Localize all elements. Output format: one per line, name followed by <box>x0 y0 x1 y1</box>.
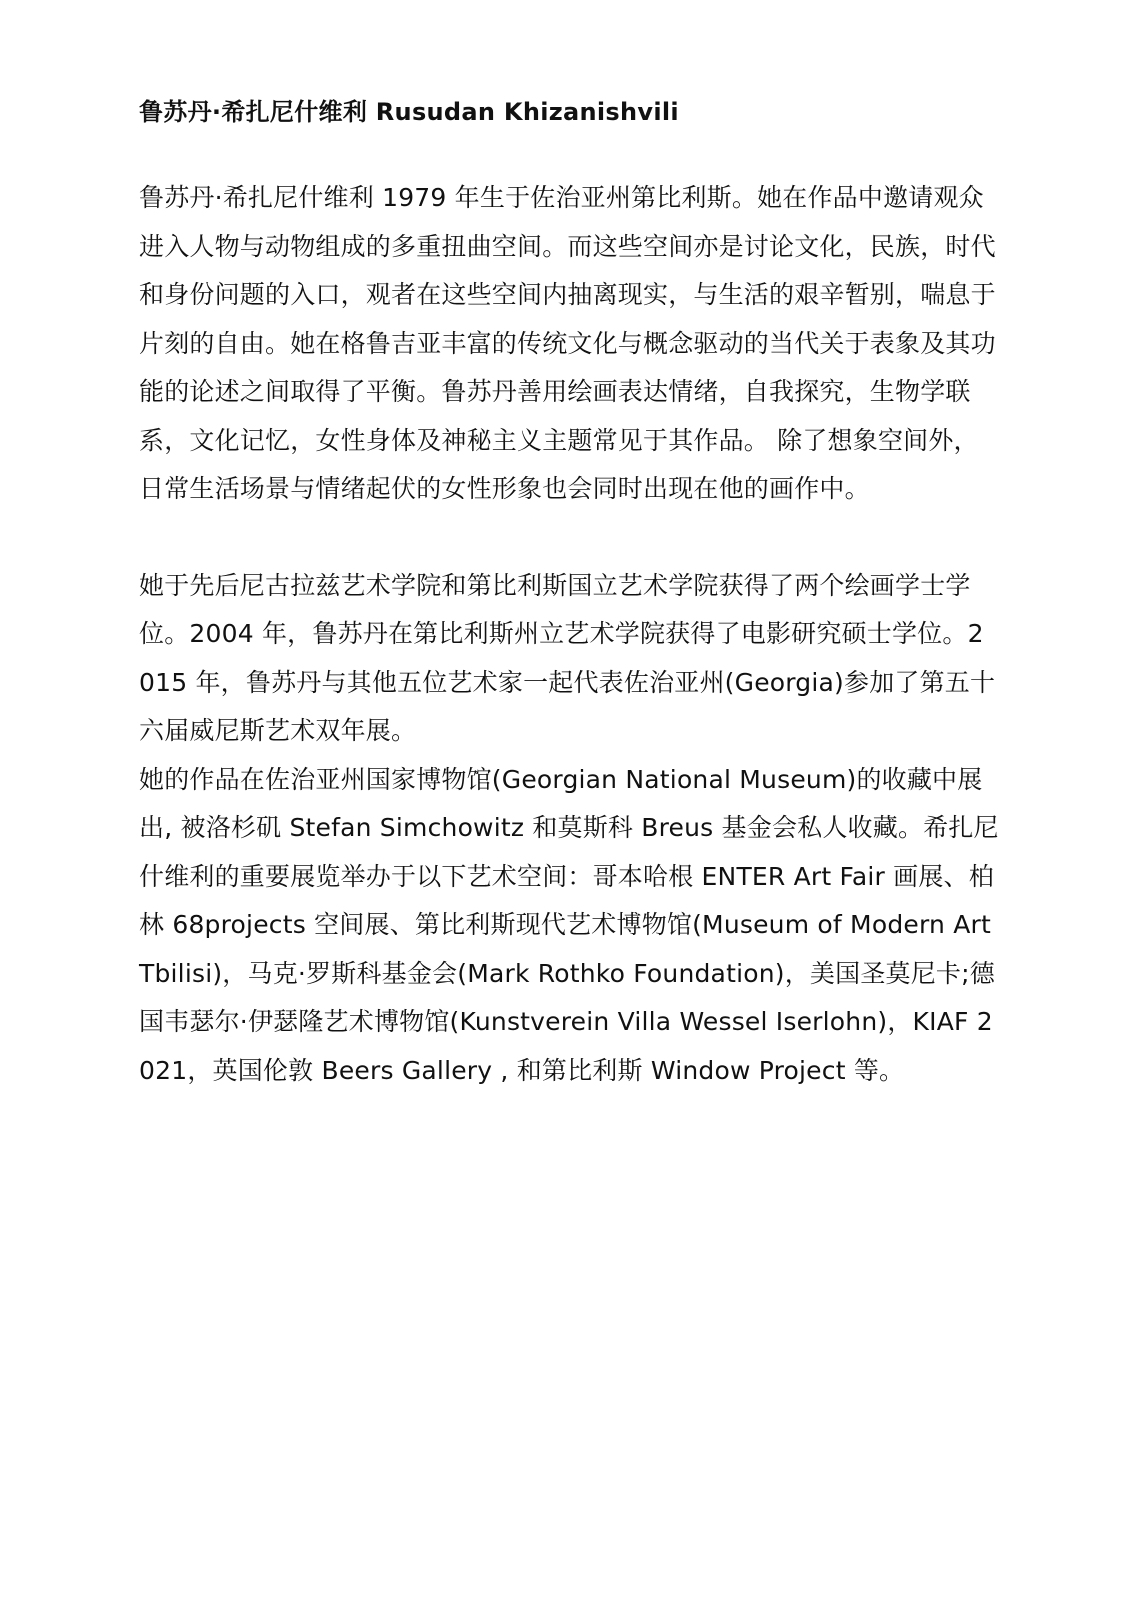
education-paragraph: 她于先后尼古拉兹艺术学院和第比利斯国立艺术学院获得了两个绘画学士学位。2004 年，鲁苏丹在第比利斯州立艺术学院获得了电影研究硕士学位。2015 年，鲁苏丹与其他五位艺术家一起代表佐治亚州(Georgia)参加了第五十六届威尼斯艺术双年展。 <box>139 570 996 745</box>
paragraph-spacer <box>139 514 999 562</box>
exhibitions-paragraph: 她的作品在佐治亚州国家博物馆(Georgian National Museum)的收藏中展出, 被洛杉矶 Stefan Simchowitz 和莫斯科 Breus 基金会私人收藏。希扎尼什维利的重要展览举办于以下艺术空间：哥本哈根 ENTER Art Fair 画展、柏林 68projects 空间展、第比利斯现代艺术博物馆(Museum of Modern Art Tbilisi)，马克·罗斯科基金会(Mark Rothko Foundation)，美国圣莫尼卡;德国韦瑟尔·伊瑟隆艺术博物馆(Kunstverein Villa Wessel Iserlohn)，KIAF 2021，英国伦敦 Beers Gallery , 和第比利斯 Window Project 等。 <box>139 764 999 1085</box>
document-body <box>139 92 999 1095</box>
page-title: 鲁苏丹·希扎尼什维利 Rusudan Khizanishvili <box>139 98 679 126</box>
biography-paragraph: 鲁苏丹·希扎尼什维利 1979 年生于佐治亚州第比利斯。她在作品中邀请观众进入人物与动物组成的多重扭曲空间。而这些空间亦是讨论文化，民族，时代和身份问题的入口，观者在这些空间内抽离现实，与生活的艰辛暂别，喘息于片刻的自由。她在格鲁吉亚丰富的传统文化与概念驱动的当代关于表象及其功能的论述之间取得了平衡。鲁苏丹善用绘画表达情绪，自我探究，生物学联系，文化记忆，女性身体及神秘主义主题常见于其作品。 除了想象空间外，日常生活场景与情绪起伏的女性形象也会同时出现在他的画作中。 <box>139 183 996 503</box>
